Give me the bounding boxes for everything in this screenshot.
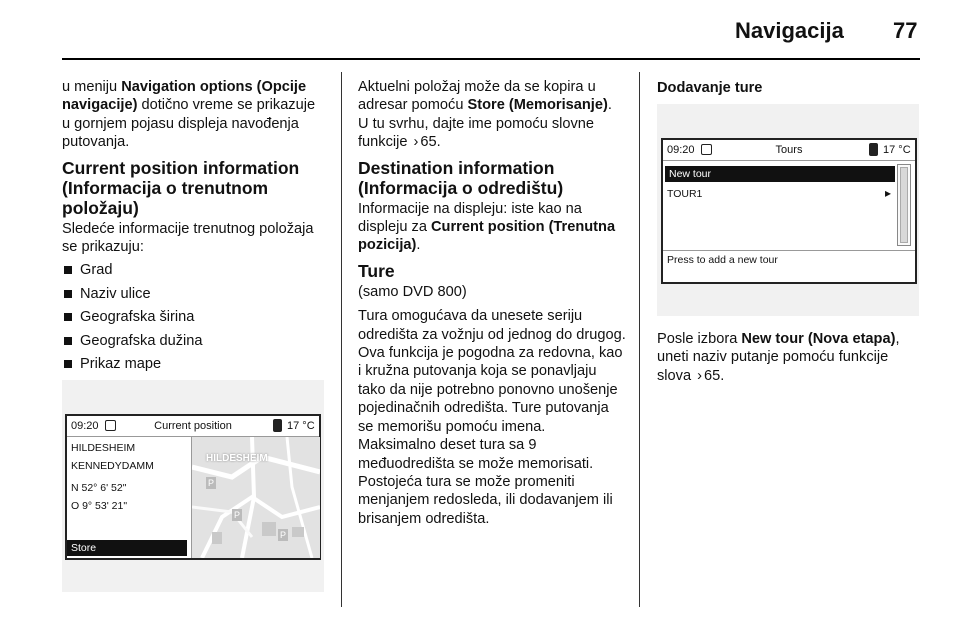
list-item: Naziv ulice xyxy=(62,285,327,303)
latitude-value: N 52° 6' 52" xyxy=(71,482,127,494)
lead-text: Sledeće informacije trenutnog položaja se prikazuju: xyxy=(62,220,314,256)
intro-paragraph: u meniju Navigation options (Opcije navigacije) dotično vreme se prikazuje u gornjem pojasu displeja navođenja putovanja. xyxy=(62,79,316,151)
hint-text: Press to add a new tour xyxy=(667,254,778,266)
page-header-title: Navigacija xyxy=(735,18,844,43)
divider xyxy=(663,250,915,251)
section-heading-current-position: Current position information (Informacija o trenutnom položaju) xyxy=(62,157,300,218)
destination-paragraph: Informacije na displeju: iste kao na displeju za Current position (Trenutna pozicija). xyxy=(358,200,616,254)
list-item: Grad xyxy=(62,261,327,279)
section-heading-destination: Destination information (Informacija o odredištu) xyxy=(358,157,564,198)
parking-icon: P xyxy=(279,530,286,540)
tours-paragraph: Tura omogućava da unesete seriju odredišta za vožnju od jednog do drugog. Ova funkcija je pogodna za redovna, kao i kružna putovanja koja se ponavljaju tako da nije potrebno ponovno unošenje pojedinačnih odredišta. Ture putovanja se memorišu pomoću imena. Maksimalno deset tura sa 9 međuodredišta se može memorisati. Postojeća tura se može promeniti menjanjem redosleda, ili dodavanjem ili brisanjem odredišta. xyxy=(358,308,626,527)
chevron-right-icon: ▸ xyxy=(885,186,892,200)
column-divider xyxy=(639,72,640,607)
parking-icon: P xyxy=(233,510,240,520)
reference-arrow-icon: › xyxy=(697,367,702,384)
tours-subtitle: (samo DVD 800) xyxy=(358,283,467,300)
list-item: Prikaz mape xyxy=(62,355,327,373)
section-heading-tours: Ture xyxy=(358,260,395,281)
screen-title: Current position xyxy=(154,420,232,432)
temperature: 17 °C xyxy=(883,144,911,156)
store-paragraph: Aktuelni položaj može da se kopira u adresar pomoću Store (Memorisanje). U tu svrhu, dajte ime pomoću slovne funkcije › 65. xyxy=(358,79,612,151)
current-position-screenshot xyxy=(62,380,324,592)
page-number: 77 xyxy=(893,18,918,43)
column-2 xyxy=(358,78,626,534)
list-item: Geografska širina xyxy=(62,308,327,326)
longitude-value: O 9° 53' 21" xyxy=(71,500,128,512)
column-3 xyxy=(657,78,925,100)
list-item: Geografska dužina xyxy=(62,332,327,350)
map-view[interactable] xyxy=(191,437,320,558)
scrollbar[interactable] xyxy=(897,164,911,246)
screen-title: Tours xyxy=(775,144,803,156)
clock-time: 09:20 xyxy=(667,144,695,156)
section-heading-add-tour: Dodavanje ture xyxy=(657,80,763,96)
temperature: 17 °C xyxy=(287,420,315,432)
tours-screenshot xyxy=(657,104,919,316)
city-value: HILDESHEIM xyxy=(71,442,136,454)
store-button[interactable]: Store xyxy=(67,540,187,556)
tour1-item[interactable]: TOUR1 xyxy=(667,188,703,200)
column-divider xyxy=(341,72,342,607)
new-tour-item[interactable]: New tour xyxy=(665,166,895,182)
thermometer-icon xyxy=(869,143,878,156)
column-1 xyxy=(62,78,327,378)
status-bar xyxy=(663,140,915,161)
thermometer-icon xyxy=(273,419,282,432)
reference-arrow-icon: › xyxy=(413,134,419,151)
header-rule xyxy=(62,58,920,60)
scrollbar-thumb[interactable] xyxy=(900,167,908,243)
new-tour-paragraph: Posle izbora New tour (Nova etapa), uneti naziv putanje pomoću funkcije slova › 65. xyxy=(657,331,900,384)
status-bar xyxy=(67,416,319,437)
parking-icon: P xyxy=(207,478,214,488)
display-screen xyxy=(661,138,917,284)
clock-time: 09:20 xyxy=(71,420,99,432)
street-value: KENNEDYDAMM xyxy=(71,460,154,472)
map-city-label: HILDESHEIM xyxy=(206,453,268,464)
column-3-text xyxy=(657,330,925,391)
display-screen xyxy=(65,414,321,560)
info-list xyxy=(62,261,327,373)
